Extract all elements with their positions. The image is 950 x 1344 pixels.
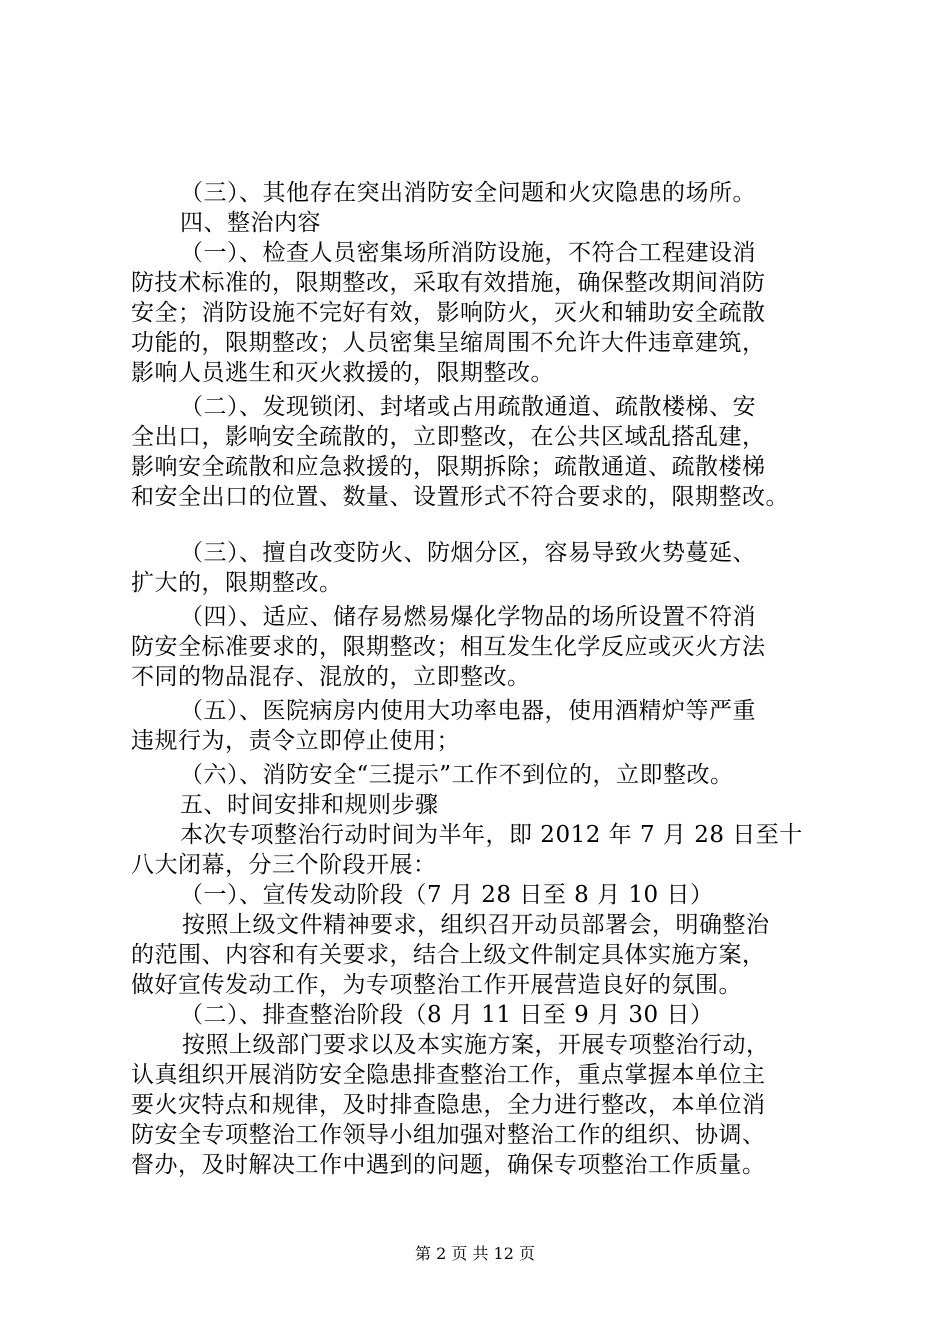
paragraph-line: （三）、擅自改变防火、防烟分区，容易导致火势蔓延、 <box>180 540 756 566</box>
paragraph-line: （一）、检查人员密集场所消防设施，不符合工程建设消 <box>180 240 756 266</box>
paragraph-line: 功能的，限期整改；人员密集呈缩周围不允许大件违章建筑， <box>131 330 766 356</box>
paragraph-line: 全出口，影响安全疏散的，立即整改，在公共区域乱搭乱建， <box>131 424 766 450</box>
paragraph-line: 认真组织开展消防安全隐患排查整治工作，重点掌握本单位主 <box>131 1062 766 1088</box>
paragraph-line: 要火灾特点和规律，及时排查隐患，全力进行整改，本单位消 <box>131 1092 766 1118</box>
paragraph-line: 的范围、内容和有关要求，结合上级文件制定具体实施方案， <box>131 942 766 968</box>
paragraph-line: 不同的物品混存、混放的，立即整改。 <box>131 664 531 690</box>
section-heading: 四、整治内容 <box>180 210 321 236</box>
paragraph-line: 防技术标准的，限期整改，采取有效措施，确保整改期间消防 <box>131 270 766 296</box>
paragraph-line: 八大闭幕，分三个阶段开展： <box>131 852 437 878</box>
subsection-heading: （二）、排查整治阶段（8 月 11 日至 9 月 30 日） <box>180 1002 714 1028</box>
paragraph-line: 按照上级部门要求以及本实施方案，开展专项整治行动， <box>182 1032 770 1058</box>
paragraph-line: 本次专项整治行动时间为半年，即 2012 年 7 月 28 日至十 <box>180 822 803 848</box>
paragraph-line: （五）、医院病房内使用大功率电器，使用酒精炉等严重 <box>180 698 756 724</box>
paragraph-line: 督办，及时解决工作中遇到的问题，确保专项整治工作质量。 <box>131 1152 766 1178</box>
paragraph-line: 违规行为，责令立即停止使用； <box>131 728 460 754</box>
paragraph-line: 防安全专项整治工作领导小组加强对整治工作的组织、协调、 <box>131 1122 766 1148</box>
paragraph-line: 安全；消防设施不完好有效，影响防火，灭火和辅助安全疏散 <box>131 300 766 326</box>
paragraph-line: 做好宣传发动工作，为专项整治工作开展营造良好的氛围。 <box>131 972 742 998</box>
paragraph-line: 影响人员逃生和灭火救援的，限期整改。 <box>131 360 554 386</box>
paragraph-line: （六）、消防安全“三提示”工作不到位的，立即整改。 <box>180 762 734 788</box>
paragraph-line: （三）、其他存在突出消防安全问题和火灾隐患的场所。 <box>180 180 756 206</box>
paragraph-line: （四）、适应、储存易燃易爆化学物品的场所设置不符消 <box>180 604 756 630</box>
paragraph-line: 防安全标准要求的，限期整改；相互发生化学反应或灭火方法 <box>131 634 766 660</box>
paragraph-line: （二）、发现锁闭、封堵或占用疏散通道、疏散楼梯、安 <box>180 394 756 420</box>
paragraph-line: 和安全出口的位置、数量、设置形式不符合要求的，限期整改。 <box>131 484 789 510</box>
paragraph-line: 扩大的，限期整改。 <box>131 570 343 596</box>
section-heading: 五、时间安排和规则步骤 <box>180 792 439 818</box>
paragraph-line: 影响安全疏散和应急救援的，限期拆除；疏散通道、疏散楼梯 <box>131 454 766 480</box>
subsection-heading: （一）、宣传发动阶段（7 月 28 日至 8 月 10 日） <box>180 882 714 908</box>
page-footer: 第 2 页 共 12 页 <box>415 1244 535 1263</box>
paragraph-line: 按照上级文件精神要求，组织召开动员部署会，明确整治 <box>182 912 770 938</box>
